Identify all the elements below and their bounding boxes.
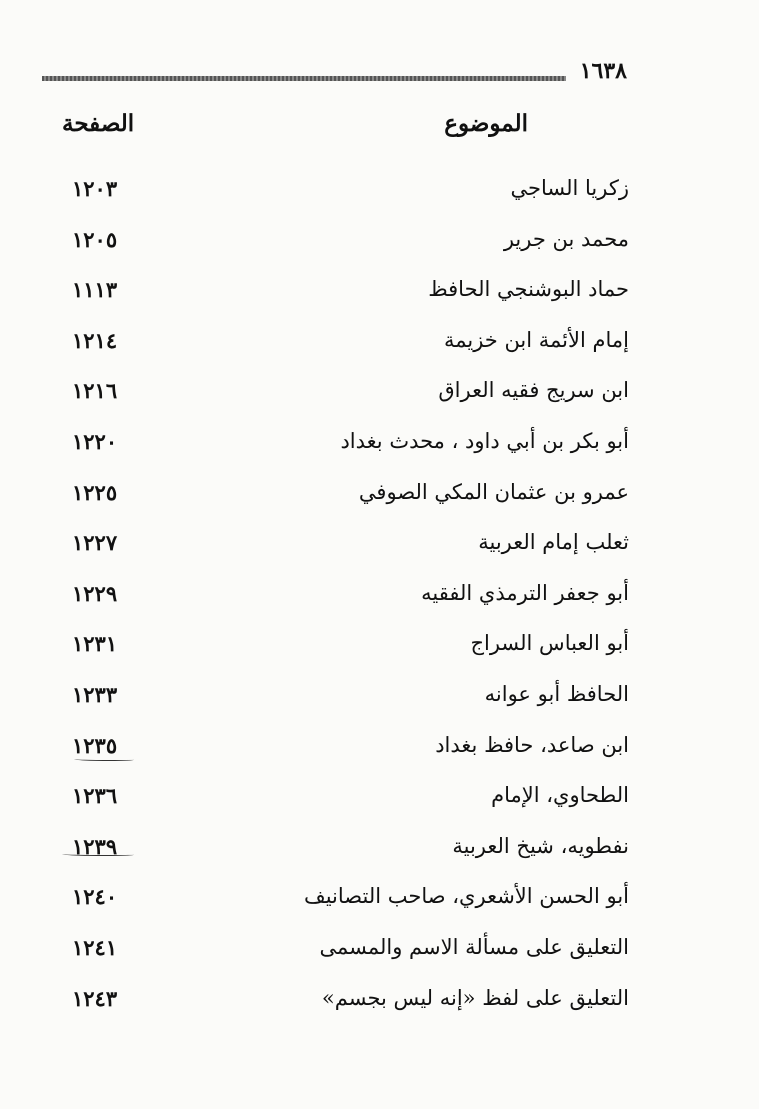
- toc-entry: [0, 672, 759, 723]
- entry-title: ابن سريج فقيه العراق: [438, 378, 629, 403]
- entry-page: ١٢٣٣: [72, 681, 118, 707]
- heading-page: الصفحة: [62, 110, 135, 137]
- toc-entry: [0, 318, 759, 369]
- entry-title: محمد بن جرير: [503, 226, 629, 251]
- entry-title: أبو العباس السراج: [470, 631, 629, 656]
- entry-page: ١٢٢٧: [72, 530, 118, 556]
- toc-entry: [0, 520, 759, 571]
- entry-title: ابن صاعد، حافظ بغداد: [435, 732, 629, 757]
- toc-entry: [0, 723, 759, 774]
- page-number: ١٦٣٨: [579, 58, 627, 84]
- entry-page: ١٢٠٣: [72, 176, 118, 201]
- toc-entry: [0, 217, 759, 268]
- entry-page: ١٢٢٥: [72, 479, 118, 505]
- toc-entry: [0, 976, 759, 1027]
- entry-title: حماد البوشنجي الحافظ: [428, 277, 629, 302]
- toc-entry: [0, 773, 759, 824]
- entry-page: ١٢١٦: [72, 378, 118, 404]
- toc-entry: [0, 419, 759, 470]
- entry-title: الحافظ أبو عوانه: [484, 681, 629, 706]
- entry-page: ١٢١٤: [72, 327, 118, 353]
- toc-entry: [0, 166, 759, 217]
- entry-title: عمرو بن عثمان المكي الصوفي: [358, 479, 629, 504]
- entry-page: ١١١٣: [72, 277, 118, 303]
- heading-topic: الموضوع: [444, 110, 528, 137]
- toc-entry: [0, 621, 759, 672]
- entry-title: الطحاوي، الإمام: [491, 783, 629, 808]
- toc-entry: [0, 470, 759, 521]
- toc-entry: [0, 925, 759, 976]
- entry-title: التعليق على لفظ «إنه ليس بجسم»: [321, 985, 629, 1010]
- entry-title: إمام الأئمة ابن خزيمة: [443, 327, 629, 352]
- entry-page: ١٢٣٩: [72, 833, 118, 859]
- header-rule: [42, 76, 566, 81]
- entry-title: أبو الحسن الأشعري، صاحب التصانيف: [303, 884, 629, 909]
- toc-entry: [0, 874, 759, 925]
- toc-entry: [0, 571, 759, 622]
- entry-title: زكريا الساجي: [510, 176, 629, 200]
- entry-page: ١٢٣١: [72, 631, 118, 657]
- toc-entry: [0, 824, 759, 875]
- toc-entry: [0, 368, 759, 419]
- entry-title: أبو جعفر الترمذي الفقيه: [421, 580, 629, 605]
- entry-page: ١٢٤١: [72, 934, 118, 960]
- entry-page: ١٢٠٥: [72, 226, 118, 252]
- entry-page: ١٢٤٠: [72, 884, 118, 910]
- entry-page: ١٢٣٥: [72, 732, 118, 758]
- entry-title: ثعلب إمام العربية: [478, 530, 629, 555]
- toc-entry: [0, 267, 759, 318]
- entry-title: أبو بكر بن أبي داود ، محدث بغداد: [340, 428, 629, 453]
- toc-list: [0, 166, 759, 1026]
- entry-page: ١٢٢٩: [72, 580, 118, 606]
- entry-title: نفطويه، شيخ العربية: [452, 833, 629, 858]
- entry-page: ١٢٤٣: [72, 985, 118, 1011]
- entry-title: التعليق على مسألة الاسم والمسمى: [319, 934, 629, 959]
- entry-page: ١٢٢٠: [72, 428, 118, 454]
- entry-page: ١٢٣٦: [72, 783, 118, 809]
